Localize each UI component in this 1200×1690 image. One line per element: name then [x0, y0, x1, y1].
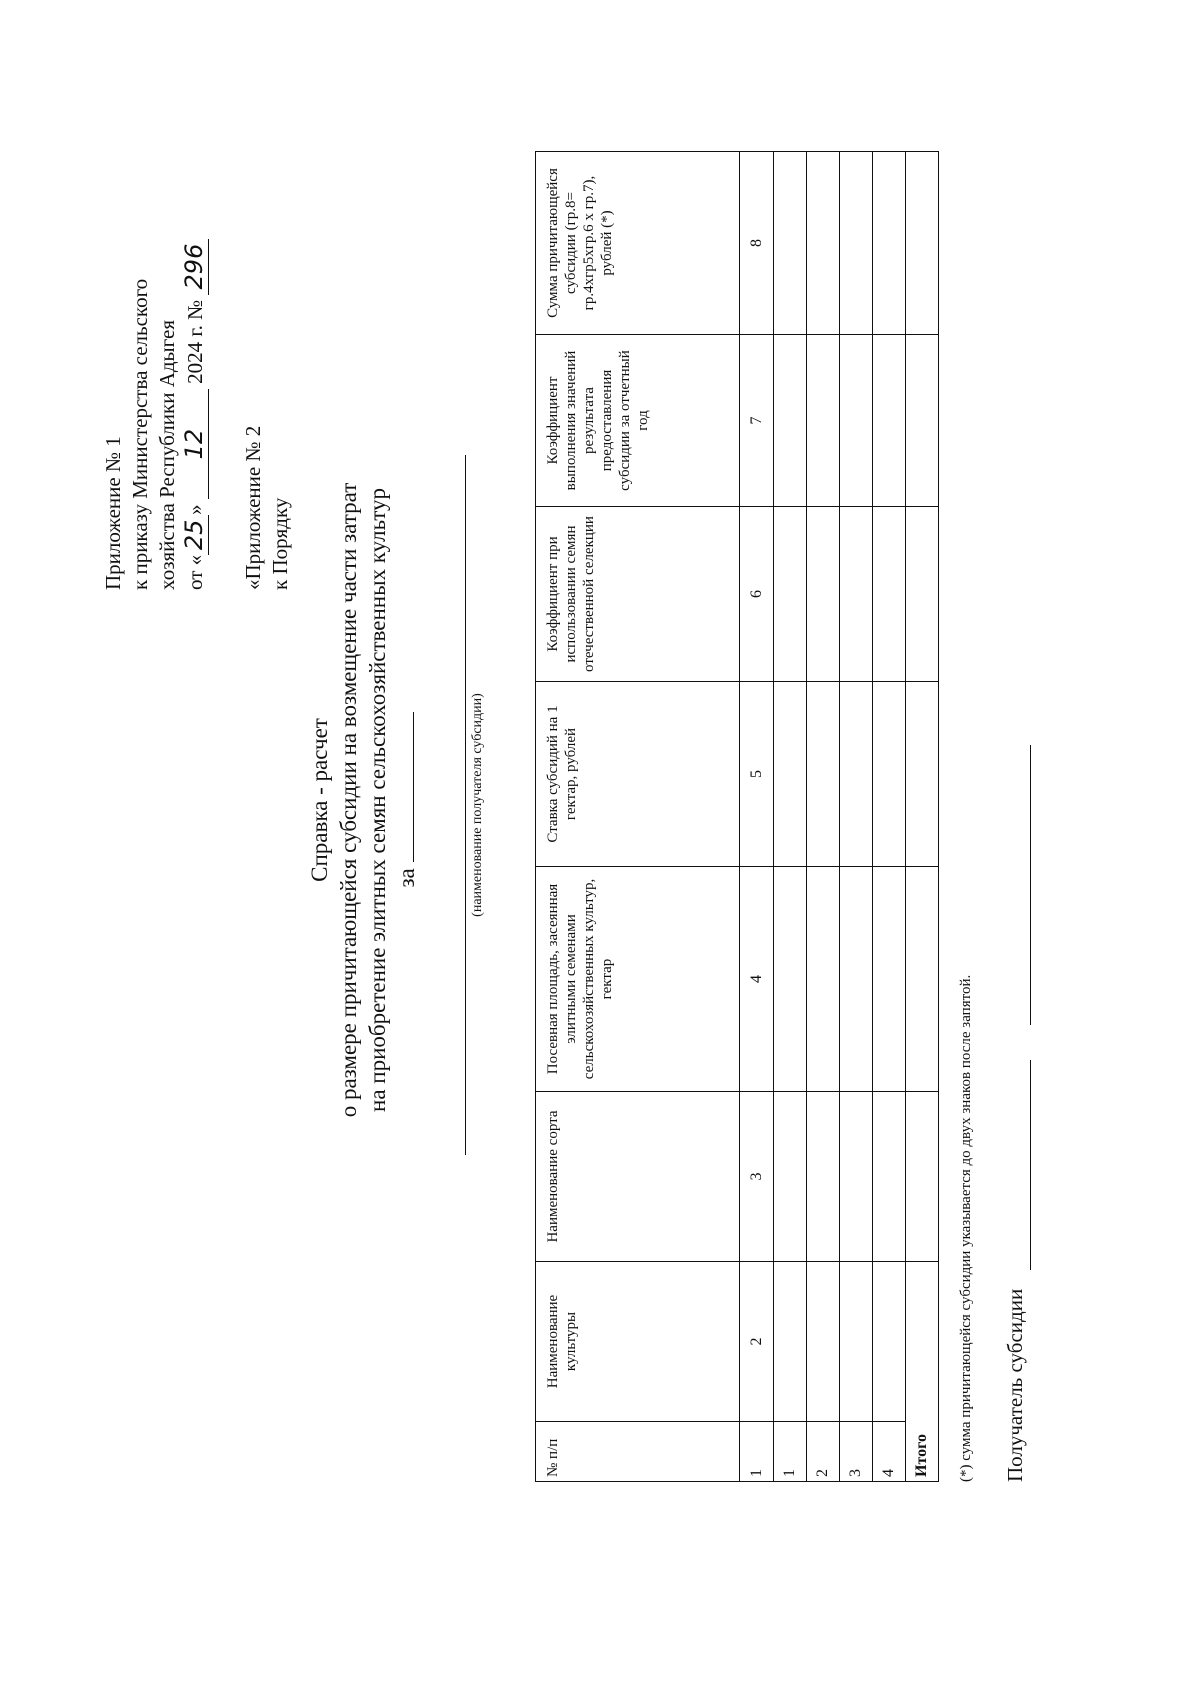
table-cell	[873, 507, 906, 682]
table-header-row	[536, 152, 740, 1482]
table-cell	[873, 682, 906, 867]
recipient-caption: (наименование получателя субсидии)	[470, 693, 485, 917]
table-cell	[774, 152, 807, 335]
row-number-cell: 3	[840, 1422, 873, 1482]
title-line-4	[392, 450, 421, 1150]
header-cell: Сумма причитающейся субсидии (гр.8= гр.4хгр5хгр.6 х гр.7), рублей (*)	[536, 152, 740, 335]
table-total-row	[906, 152, 939, 1482]
table-cell	[774, 1092, 807, 1262]
appendix-line-3: хозяйства Республики Адыгея	[155, 320, 179, 590]
title-line-3: на приобретение элитных семян сельскохозяйственных культур	[365, 488, 390, 1112]
table-cell	[807, 507, 840, 682]
table-cell	[873, 152, 906, 335]
table-cell	[906, 867, 939, 1092]
header-cell: Наименование сорта	[536, 1092, 740, 1262]
row-number-cell: 4	[873, 1422, 906, 1482]
table-cell	[873, 867, 906, 1092]
table-cell	[840, 867, 873, 1092]
signature-label: Получатель субсидии	[1003, 1288, 1027, 1482]
appendix-date-line	[181, 239, 209, 590]
table-cell	[906, 152, 939, 335]
signature-line-1	[1030, 1060, 1031, 1270]
header-cell: Коэффициент выполнения значений результата предоставления субсидии за отчетный год	[536, 335, 740, 507]
appendix-block	[100, 239, 209, 590]
date-day-handwritten: 25	[181, 515, 209, 555]
column-number-cell: 5	[740, 682, 774, 867]
subsidy-table	[535, 151, 939, 1482]
table-cell	[906, 335, 939, 507]
table-cell	[774, 682, 807, 867]
table-cell	[774, 507, 807, 682]
signature-line-2	[1030, 745, 1031, 1025]
table-cell	[906, 682, 939, 867]
document-title	[305, 450, 421, 1150]
row-number-cell: 2	[807, 1422, 840, 1482]
table-cell	[807, 867, 840, 1092]
column-number-cell: 8	[740, 152, 774, 335]
table-cell	[807, 1092, 840, 1262]
table-cell	[840, 1092, 873, 1262]
date-year: 2024 г. №	[183, 299, 207, 384]
table-cell	[774, 1262, 807, 1422]
table-row	[807, 152, 840, 1482]
table-column-number-row	[740, 152, 774, 1482]
appendix-line-2: к приказу Министерства сельского	[128, 278, 152, 590]
sub-appendix-block	[240, 426, 294, 590]
column-number-cell: 1	[740, 1422, 774, 1482]
table-cell	[873, 1262, 906, 1422]
table-cell	[840, 335, 873, 507]
footnote: (*) сумма причитающейся субсидии указывается до двух знаков после запятой.	[958, 974, 974, 1482]
table-cell	[807, 682, 840, 867]
table-cell	[906, 507, 939, 682]
table-row	[873, 152, 906, 1482]
column-number-cell: 4	[740, 867, 774, 1092]
table-row	[774, 152, 807, 1482]
table-cell	[840, 507, 873, 682]
title-line-1: Справка - расчет	[307, 718, 332, 882]
title-for-label: за	[394, 868, 419, 888]
period-blank-line	[395, 712, 414, 862]
date-number-handwritten: 296	[181, 239, 209, 295]
column-number-cell: 7	[740, 335, 774, 507]
table-cell	[774, 867, 807, 1092]
table-row	[840, 152, 873, 1482]
table-cell	[840, 1262, 873, 1422]
date-prefix: от «	[183, 554, 207, 590]
date-mid: »	[183, 504, 207, 515]
table-cell	[807, 152, 840, 335]
table-cell	[807, 1262, 840, 1422]
header-cell: Наименование культуры	[536, 1262, 740, 1422]
table-cell	[873, 335, 906, 507]
row-number-cell: 1	[774, 1422, 807, 1482]
header-cell: Ставка субсидий на 1 гектар, рублей	[536, 682, 740, 867]
header-cell: № п/п	[536, 1422, 740, 1482]
table-cell	[873, 1092, 906, 1262]
appendix-line-1: Приложение № 1	[101, 436, 125, 590]
column-number-cell: 6	[740, 507, 774, 682]
table-cell	[774, 335, 807, 507]
table-cell	[840, 152, 873, 335]
table-cell	[840, 682, 873, 867]
column-number-cell: 2	[740, 1262, 774, 1422]
table-cell	[807, 335, 840, 507]
sub-appendix-line-2: к Порядку	[268, 497, 292, 590]
title-line-2: о размере причитающейся субсидии на возмещение части затрат	[336, 482, 361, 1118]
recipient-line	[465, 455, 466, 1155]
sub-appendix-line-1: «Приложение № 2	[241, 425, 265, 590]
date-month-handwritten: 12	[181, 389, 209, 499]
header-cell: Посевная площадь, засеянная элитными семенами сельскохозяйственных культур, гектар	[536, 867, 740, 1092]
header-cell: Коэффициент при использовании семян отечественной селекции	[536, 507, 740, 682]
total-label-cell: Итого	[906, 1262, 939, 1482]
table-cell	[906, 1092, 939, 1262]
column-number-cell: 3	[740, 1092, 774, 1262]
